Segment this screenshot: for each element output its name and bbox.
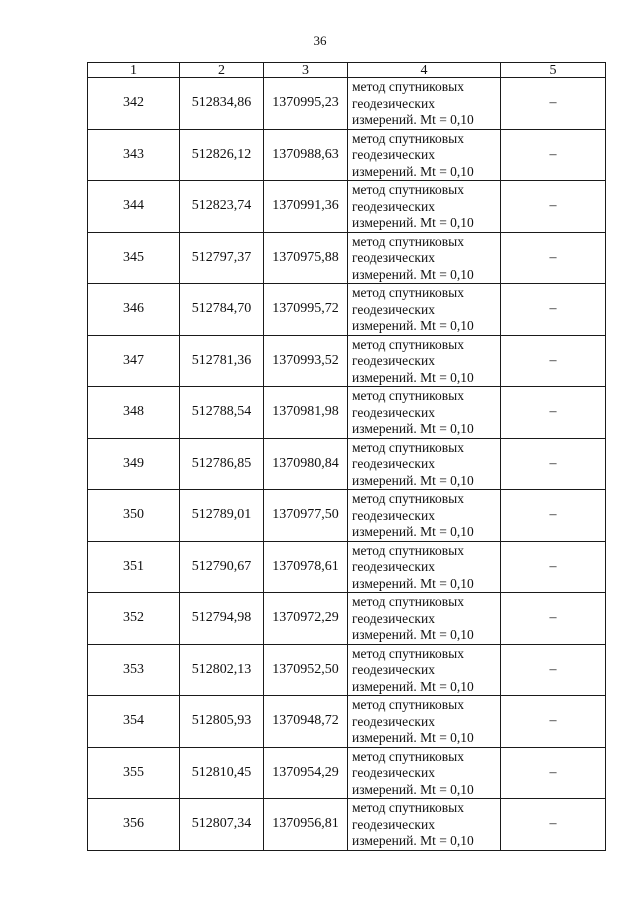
- method-text-line: геодезических: [352, 250, 435, 265]
- y-coordinate-cell: 1370991,36: [264, 181, 348, 233]
- method-cell: [348, 387, 501, 439]
- table-row: [88, 799, 606, 851]
- method-cell: [348, 284, 501, 336]
- method-text-line: геодезических: [352, 559, 435, 574]
- method-text-line: геодезических: [352, 610, 435, 626]
- point-number-cell: 344: [88, 181, 180, 233]
- method-cell: [348, 181, 501, 233]
- method-text-line: измерений. Mt = 0,10: [352, 781, 474, 797]
- method-text-line: измерений. Mt = 0,10: [352, 524, 474, 539]
- table-row: [88, 490, 606, 542]
- y-coordinate-cell: 1370978,61: [264, 541, 348, 593]
- method-text-line: геодезических: [352, 95, 435, 111]
- x-coordinate-cell: 512823,74: [180, 181, 264, 233]
- method-text-line: измерений. Mt = 0,10: [352, 472, 474, 488]
- column-header: 5: [501, 63, 606, 78]
- method-text-line: измерений. Mt = 0,10: [352, 369, 474, 385]
- method-text-line: метод спутниковых: [352, 439, 464, 455]
- method-cell: [348, 747, 501, 799]
- table-row: [88, 232, 606, 284]
- method-cell: [348, 799, 501, 851]
- method-text-line: геодезических: [352, 404, 435, 420]
- x-coordinate-cell: 512807,34: [180, 799, 264, 851]
- y-coordinate-cell: 1370975,88: [264, 232, 348, 284]
- y-coordinate-cell: 1370988,63: [264, 129, 348, 181]
- y-coordinate-cell: 1370972,29: [264, 593, 348, 645]
- table-row: [88, 78, 606, 130]
- method-text-line: метод спутниковых: [352, 388, 464, 403]
- method-text-line: метод спутниковых: [352, 182, 464, 197]
- method-text-line: измерений. Mt = 0,10: [352, 627, 474, 642]
- method-text-line: метод спутниковых: [352, 491, 464, 506]
- method-text-line: измерений. Mt = 0,10: [352, 318, 474, 333]
- table-row: [88, 129, 606, 181]
- note-cell: –: [501, 387, 606, 439]
- method-text-line: метод спутниковых: [352, 79, 464, 94]
- table-row: [88, 335, 606, 387]
- x-coordinate-cell: 512802,13: [180, 644, 264, 696]
- point-number-cell: 348: [88, 387, 180, 439]
- method-cell: [348, 232, 501, 284]
- y-coordinate-cell: 1370956,81: [264, 799, 348, 851]
- method-text-line: измерений. Mt = 0,10: [352, 833, 474, 848]
- method-text-line: метод спутниковых: [352, 697, 464, 712]
- table-header-row: [88, 63, 606, 78]
- method-text-line: метод спутниковых: [352, 336, 464, 352]
- y-coordinate-cell: 1370948,72: [264, 696, 348, 748]
- x-coordinate-cell: 512789,01: [180, 490, 264, 542]
- table-row: [88, 696, 606, 748]
- method-text-line: измерений. Mt = 0,10: [352, 730, 474, 745]
- note-cell: –: [501, 696, 606, 748]
- method-text-line: геодезических: [352, 353, 435, 368]
- point-number-cell: 349: [88, 438, 180, 490]
- method-text-line: измерений. Mt = 0,10: [352, 112, 474, 127]
- method-text-line: геодезических: [352, 301, 435, 317]
- note-cell: –: [501, 541, 606, 593]
- method-text-line: измерений. Mt = 0,10: [352, 163, 474, 179]
- note-cell: –: [501, 799, 606, 851]
- column-header: 2: [180, 63, 264, 78]
- x-coordinate-cell: 512834,86: [180, 78, 264, 130]
- column-header: 4: [348, 63, 501, 78]
- method-text-line: геодезических: [352, 816, 435, 832]
- method-text-line: геодезических: [352, 147, 435, 162]
- x-coordinate-cell: 512794,98: [180, 593, 264, 645]
- point-number-cell: 354: [88, 696, 180, 748]
- method-text-line: измерений. Mt = 0,10: [352, 266, 474, 282]
- method-text-line: геодезических: [352, 507, 435, 523]
- note-cell: –: [501, 232, 606, 284]
- method-text-line: измерений. Mt = 0,10: [352, 215, 474, 230]
- method-cell: [348, 438, 501, 490]
- x-coordinate-cell: 512781,36: [180, 335, 264, 387]
- method-cell: [348, 335, 501, 387]
- note-cell: –: [501, 284, 606, 336]
- point-number-cell: 351: [88, 541, 180, 593]
- method-text-line: геодезических: [352, 456, 435, 471]
- column-header: 3: [264, 63, 348, 78]
- note-cell: –: [501, 129, 606, 181]
- point-number-cell: 352: [88, 593, 180, 645]
- point-number-cell: 356: [88, 799, 180, 851]
- table-row: [88, 541, 606, 593]
- note-cell: –: [501, 490, 606, 542]
- method-text-line: метод спутниковых: [352, 645, 464, 661]
- method-cell: [348, 541, 501, 593]
- table-body: [88, 78, 606, 851]
- point-number-cell: 342: [88, 78, 180, 130]
- method-text-line: метод спутниковых: [352, 233, 464, 249]
- coordinates-table: [87, 62, 606, 851]
- note-cell: –: [501, 438, 606, 490]
- method-text-line: метод спутниковых: [352, 748, 464, 764]
- note-cell: –: [501, 181, 606, 233]
- x-coordinate-cell: 512810,45: [180, 747, 264, 799]
- y-coordinate-cell: 1370981,98: [264, 387, 348, 439]
- note-cell: –: [501, 335, 606, 387]
- table-row: [88, 284, 606, 336]
- y-coordinate-cell: 1370995,72: [264, 284, 348, 336]
- method-cell: [348, 696, 501, 748]
- table-row: [88, 438, 606, 490]
- table-row: [88, 747, 606, 799]
- method-cell: [348, 593, 501, 645]
- note-cell: –: [501, 747, 606, 799]
- x-coordinate-cell: 512797,37: [180, 232, 264, 284]
- method-text-line: геодезических: [352, 662, 435, 677]
- method-text-line: метод спутниковых: [352, 285, 464, 300]
- table-row: [88, 644, 606, 696]
- method-text-line: геодезических: [352, 198, 435, 214]
- y-coordinate-cell: 1370980,84: [264, 438, 348, 490]
- method-text-line: метод спутниковых: [352, 130, 464, 146]
- method-text-line: измерений. Mt = 0,10: [352, 678, 474, 694]
- y-coordinate-cell: 1370952,50: [264, 644, 348, 696]
- y-coordinate-cell: 1370995,23: [264, 78, 348, 130]
- method-text-line: геодезических: [352, 765, 435, 780]
- x-coordinate-cell: 512786,85: [180, 438, 264, 490]
- table-row: [88, 593, 606, 645]
- table-row: [88, 387, 606, 439]
- method-cell: [348, 78, 501, 130]
- note-cell: –: [501, 593, 606, 645]
- x-coordinate-cell: 512790,67: [180, 541, 264, 593]
- method-text-line: метод спутниковых: [352, 800, 464, 815]
- method-text-line: измерений. Mt = 0,10: [352, 575, 474, 591]
- x-coordinate-cell: 512805,93: [180, 696, 264, 748]
- method-cell: [348, 644, 501, 696]
- method-text-line: геодезических: [352, 713, 435, 729]
- point-number-cell: 346: [88, 284, 180, 336]
- point-number-cell: 355: [88, 747, 180, 799]
- page-number: 36: [313, 33, 327, 48]
- method-text-line: метод спутниковых: [352, 542, 464, 558]
- method-text-line: измерений. Mt = 0,10: [352, 421, 474, 436]
- y-coordinate-cell: 1370977,50: [264, 490, 348, 542]
- note-cell: –: [501, 644, 606, 696]
- point-number-cell: 347: [88, 335, 180, 387]
- table-row: [88, 181, 606, 233]
- method-cell: [348, 129, 501, 181]
- x-coordinate-cell: 512788,54: [180, 387, 264, 439]
- point-number-cell: 345: [88, 232, 180, 284]
- note-cell: –: [501, 78, 606, 130]
- method-text-line: метод спутниковых: [352, 594, 464, 609]
- point-number-cell: 350: [88, 490, 180, 542]
- method-cell: [348, 490, 501, 542]
- column-header: 1: [88, 63, 180, 78]
- point-number-cell: 353: [88, 644, 180, 696]
- y-coordinate-cell: 1370954,29: [264, 747, 348, 799]
- point-number-cell: 343: [88, 129, 180, 181]
- x-coordinate-cell: 512826,12: [180, 129, 264, 181]
- x-coordinate-cell: 512784,70: [180, 284, 264, 336]
- y-coordinate-cell: 1370993,52: [264, 335, 348, 387]
